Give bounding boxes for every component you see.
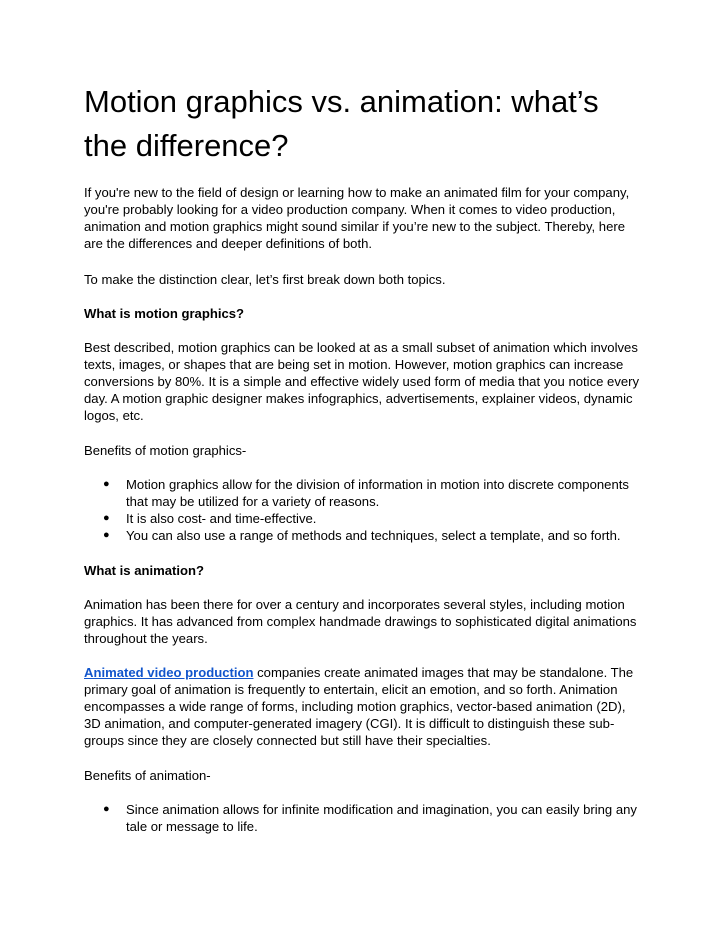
- animation-heading: What is animation?: [84, 563, 205, 578]
- bullet-icon: ●: [103, 803, 110, 815]
- list-item: [84, 510, 640, 527]
- intro-paragraph: If you're new to the field of design or learning how to make an animated film for your company, you're probably looking for a video production company. When it comes to video production, animation and motion graphics might sound similar if you’re new to the subject. Thereby, here are the differences and deeper definitions of both.: [84, 185, 630, 252]
- page-title: Motion graphics vs. animation: what’s the difference?: [84, 84, 599, 163]
- list-item-text: It is also cost- and time-effective.: [126, 511, 317, 527]
- list-item-text: Since animation allows for infinite modification and imagination, you can easily bring any tale or message to life.: [126, 802, 637, 835]
- bullet-icon: ●: [103, 478, 110, 490]
- production-paragraph-text: companies create animated images that may be standalone. The primary goal of animation is frequently to entertain, elicit an emotion, and so forth. Animation encompasses a wide range of forms, including motion graphics, vector-based animation (2D), 3D animation, and computer-generated imagery (CGI). It is difficult to distinguish these sub-groups since they are closely connected but still have their specialties.: [84, 665, 634, 749]
- motion-benefits-list: [84, 476, 640, 544]
- list-item: [84, 527, 640, 544]
- animation-benefits-list: [84, 801, 640, 835]
- animated-video-production-link[interactable]: Animated video production: [84, 665, 254, 680]
- list-item: [84, 476, 640, 510]
- list-item-text: Motion graphics allow for the division of information in motion into discrete components that may be utilized for a variety of reasons.: [126, 477, 629, 510]
- list-item: [84, 801, 640, 835]
- motion-benefits-label: Benefits of motion graphics-: [84, 443, 247, 458]
- bullet-icon: ●: [103, 512, 110, 525]
- distinction-paragraph: To make the distinction clear, let’s first break down both topics.: [84, 272, 446, 287]
- animation-benefits-label: Benefits of animation-: [84, 768, 211, 783]
- list-item-text: You can also use a range of methods and techniques, select a template, and so forth.: [126, 528, 621, 544]
- animation-paragraph: Animation has been there for over a century and incorporates several styles, including motion graphics. It has advanced from complex handmade drawings to sophisticated digital animations throughout the years.: [84, 597, 637, 647]
- motion-graphics-heading: What is motion graphics?: [84, 306, 245, 321]
- motion-graphics-paragraph: Best described, motion graphics can be looked at as a small subset of animation which involves texts, images, or shapes that are being set in motion. However, motion graphics can increase conversions by 80%. It is a simple and effective widely used form of media that you notice every day. A motion graphic designer makes infographics, advertisements, explainer videos, dynamic logos, etc.: [84, 340, 640, 424]
- production-paragraph: [84, 664, 640, 749]
- bullet-icon: ●: [103, 529, 110, 542]
